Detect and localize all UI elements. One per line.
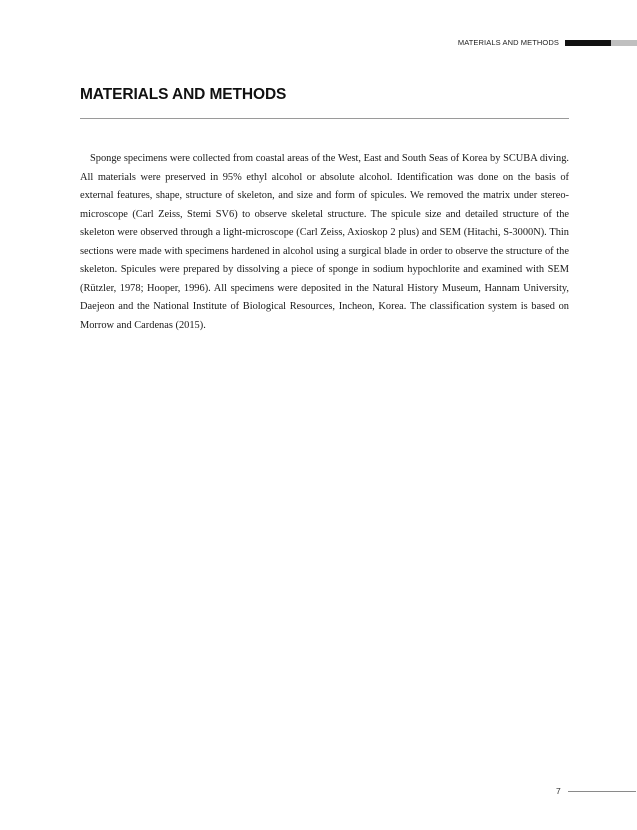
page-footer xyxy=(556,786,636,796)
footer-rule xyxy=(568,791,636,792)
section-title: MATERIALS AND METHODS xyxy=(80,86,287,103)
page-number: 7 xyxy=(556,786,561,796)
running-head-bar-dark xyxy=(565,40,611,46)
title-divider xyxy=(80,118,569,119)
running-head xyxy=(458,38,637,47)
running-head-bar-light xyxy=(611,40,637,46)
running-head-bar xyxy=(565,40,637,46)
body-paragraph: Sponge specimens were collected from coastal areas of the West, East and South Seas of Korea by SCUBA diving. All materials were preserved in 95% ethyl alcohol or absolute alcohol. Identification was done on the basis of external features, shape, structure of skeleton, and size and form of spicules. We removed the matrix under stereo-microscope (Carl Zeiss, Stemi SV6) to observe skeletal structure. The spicule size and detailed structure of the skeleton were observed through a light-microscope (Carl Zeiss, Axioskop 2 plus) and SEM (Hitachi, S-3000N). Thin sections were made with specimens hardened in alcohol using a surgical blade in order to observe the structure of the skeleton. Spicules were prepared by dissolving a piece of sponge in sodium hypochlorite and examined with SEM (Rützler, 1978; Hooper, 1996). All specimens were deposited in the Natural History Museum, Hannam University, Daejeon and the National Institute of Biological Resources, Incheon, Korea. The classification system is based on Morrow and Cardenas (2015). xyxy=(80,153,569,331)
running-head-text: MATERIALS AND METHODS xyxy=(457,38,559,47)
